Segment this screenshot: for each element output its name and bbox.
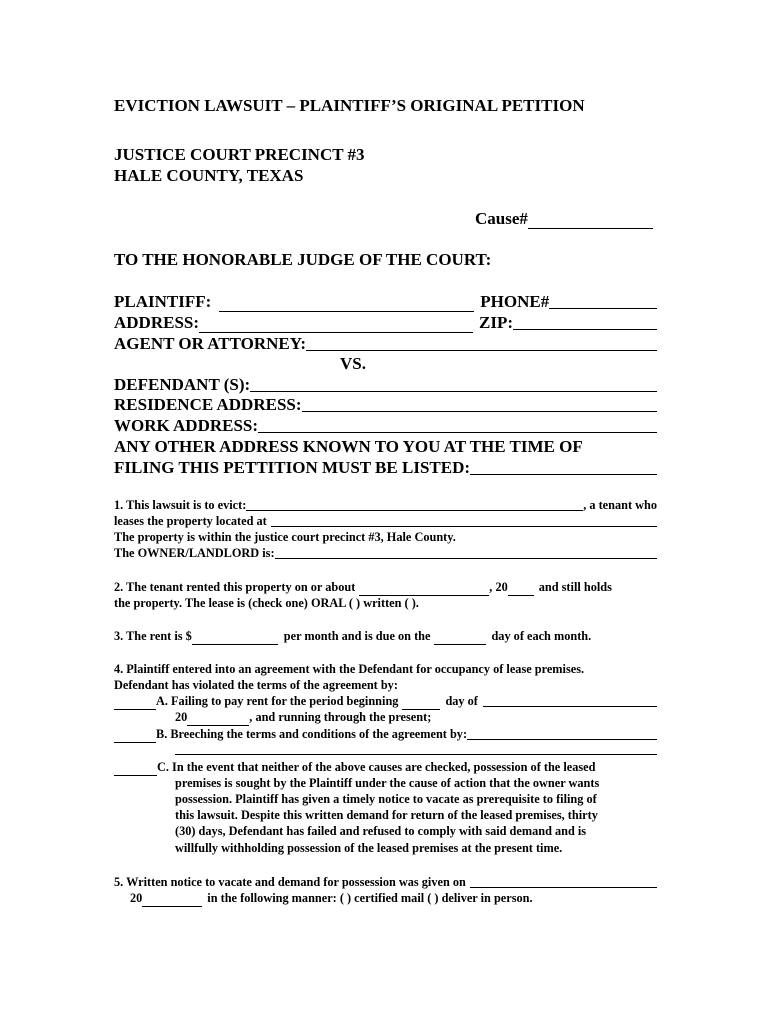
s3-rent-row	[114, 628, 657, 645]
plaintiff-address-field[interactable]	[199, 317, 473, 333]
plaintiff-label: PLAINTIFF:	[114, 292, 212, 311]
residence-label: RESIDENCE ADDRESS:	[114, 395, 302, 414]
s5-notice-row	[114, 874, 657, 891]
a-day-field[interactable]	[402, 697, 440, 710]
s4-c-line6: willfully withholding possession of the leased premises at the present time.	[175, 841, 563, 855]
agent-field[interactable]	[306, 350, 657, 351]
s5-notice-label: 5. Written notice to vacate and demand for possession was given on	[114, 875, 466, 889]
s3-rent-label: 3. The rent is $	[114, 629, 192, 643]
check-c-field[interactable]	[114, 763, 157, 776]
phone-field[interactable]	[549, 308, 657, 309]
s4-b-row	[114, 726, 657, 743]
check-b-field[interactable]	[114, 730, 156, 743]
s4-a-rest: , and running through the present;	[249, 710, 432, 724]
s4-a-20: 20	[175, 710, 188, 724]
residence-row	[114, 394, 657, 415]
owner-field[interactable]	[275, 558, 657, 559]
rental-year-field[interactable]	[508, 583, 534, 596]
cause-label: Cause#	[475, 209, 528, 228]
court-precinct: JUSTICE COURT PRECINCT #3	[114, 145, 365, 164]
s4-a-label: A. Failing to pay rent for the period beginning	[156, 694, 399, 708]
agent-row	[114, 333, 657, 354]
s4-c-line3: possession. Plaintiff has given a timely notice to vacate as prerequisite to filing of	[175, 792, 597, 806]
cause-number-field[interactable]	[528, 213, 653, 229]
property-location-field[interactable]	[271, 526, 657, 527]
phone-label: PHONE#	[480, 292, 550, 311]
other-address-line1: ANY OTHER ADDRESS KNOWN TO YOU AT THE TIME OF	[114, 437, 583, 456]
defendant-row	[114, 374, 657, 395]
document-title: EVICTION LAWSUIT – PLAINTIFF’S ORIGINAL PETITION	[114, 96, 585, 115]
s5-line2	[130, 890, 533, 907]
s3-day-month: day of each month.	[491, 629, 592, 643]
work-field[interactable]	[258, 432, 657, 433]
plaintiff-field[interactable]	[219, 296, 474, 312]
s5-20: 20	[130, 891, 143, 905]
a-month-field[interactable]	[483, 706, 657, 707]
s4-c-line4: this lawsuit. Despite this written demand for return of the leased premises, thirty	[175, 808, 598, 822]
s4-line1: 4. Plaintiff entered into an agreement with the Defendant for occupancy of lease premises.	[114, 662, 585, 676]
s4-c-line2: premises is sought by the Plaintiff under the cause of action that the owner wants	[175, 776, 600, 790]
s3-per-month: per month and is due on the	[283, 629, 431, 643]
s4-a-dayof: day of	[445, 694, 478, 708]
s2-rented-label: 2. The tenant rented this property on or about	[114, 580, 356, 594]
work-row	[114, 415, 657, 436]
salutation: TO THE HONORABLE JUDGE OF THE COURT:	[114, 250, 492, 269]
rental-date-field[interactable]	[359, 583, 489, 596]
rent-amount-field[interactable]	[192, 632, 278, 645]
agent-label: AGENT OR ATTORNEY:	[114, 334, 307, 353]
s1-owner-label: The OWNER/LANDLORD is:	[114, 546, 275, 560]
versus-label: VS.	[340, 354, 366, 373]
tenant-name-field[interactable]	[246, 510, 583, 511]
s5-manner: in the following manner: ( ) certified mail ( ) deliver in person.	[207, 891, 533, 905]
defendant-label: DEFENDANT (S):	[114, 375, 251, 394]
s4-a-row	[114, 693, 657, 710]
s1-leases-row	[114, 513, 657, 530]
notice-year-field[interactable]	[142, 894, 202, 907]
check-a-field[interactable]	[114, 697, 156, 710]
other-address-row	[114, 457, 657, 478]
notice-date-field[interactable]	[470, 887, 657, 888]
residence-field[interactable]	[302, 411, 657, 412]
cause-number	[475, 208, 653, 229]
zip-field[interactable]	[513, 329, 657, 330]
address-label: ADDRESS:	[114, 313, 200, 332]
b-terms-field[interactable]	[467, 739, 657, 740]
s2-rented-row	[114, 579, 657, 596]
a-year-field[interactable]	[187, 713, 249, 726]
s4-b-label: B. Breeching the terms and conditions of the agreement by:	[156, 727, 468, 741]
s4-c-line5: (30) days, Defendant has failed and refused to comply with said demand and is	[175, 824, 587, 838]
s1-leases-label: leases the property located at	[114, 514, 267, 528]
s1-owner-row	[114, 545, 657, 562]
s1-evict-row	[114, 497, 657, 514]
b-terms-field-line2[interactable]	[175, 754, 657, 755]
s4-a-line2	[175, 709, 431, 726]
court-county: HALE COUNTY, TEXAS	[114, 166, 304, 185]
other-address-label: FILING THIS PETTITION MUST BE LISTED:	[114, 458, 471, 477]
defendant-field[interactable]	[250, 391, 657, 392]
s1-tenant-who: , a tenant who	[583, 498, 657, 512]
due-day-field[interactable]	[434, 632, 486, 645]
other-address-field[interactable]	[470, 474, 657, 475]
address-row	[114, 312, 657, 333]
s2-lease-type: the property. The lease is (check one) ORAL ( ) written ( ).	[114, 596, 419, 610]
s4-line2: Defendant has violated the terms of the agreement by:	[114, 678, 398, 692]
s4-c-line1: C. In the event that neither of the above causes are checked, possession of the leased	[157, 760, 596, 774]
s2-holds: and still holds	[538, 580, 612, 594]
work-label: WORK ADDRESS:	[114, 416, 259, 435]
plaintiff-row	[114, 291, 657, 312]
s4-c-row	[114, 759, 595, 776]
zip-label: ZIP:	[479, 313, 514, 332]
s1-within: The property is within the justice court precinct #3, Hale County.	[114, 530, 456, 544]
s2-comma20: , 20	[489, 580, 508, 594]
s1-evict-label: 1. This lawsuit is to evict:	[114, 498, 247, 512]
